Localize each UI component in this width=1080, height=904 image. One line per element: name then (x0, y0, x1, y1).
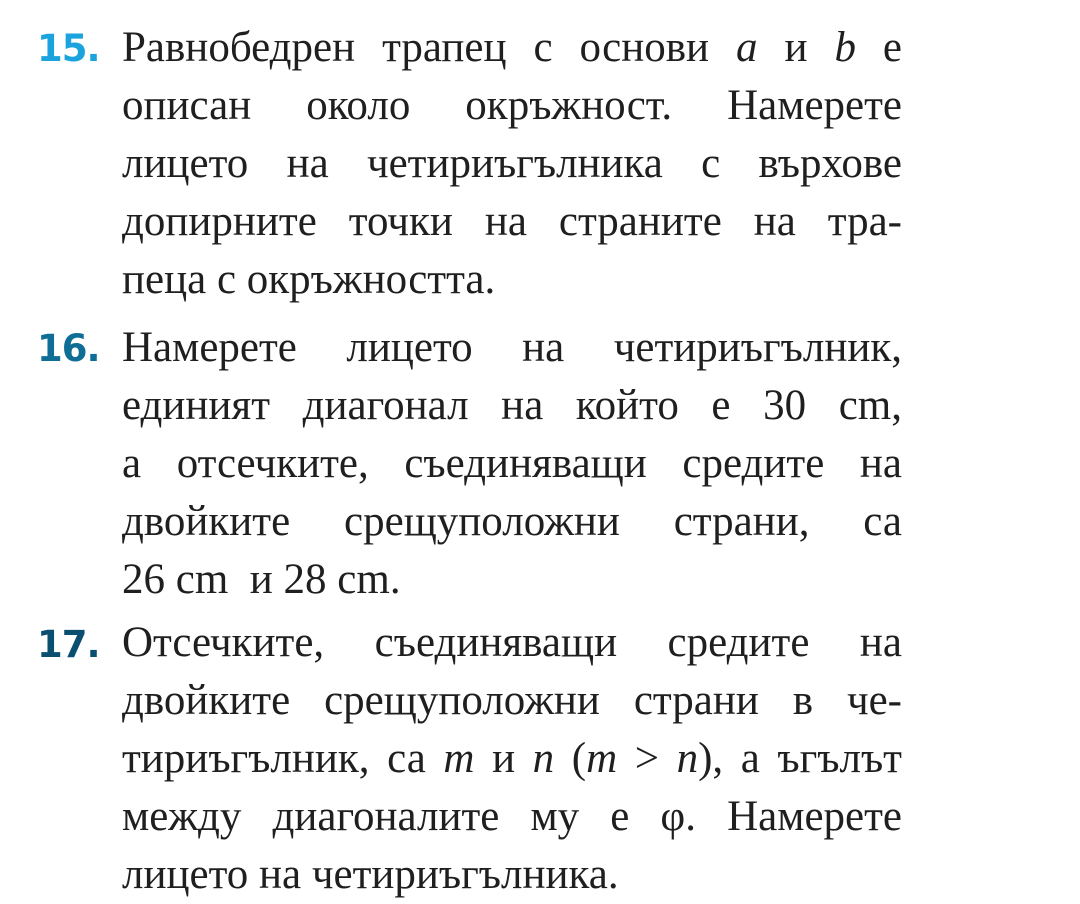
problem-number: 15. (37, 27, 100, 70)
variable-b: b (834, 24, 856, 71)
problem-text-line: единият диагонал на който е 30 cm, (122, 382, 902, 429)
variable-n: n (532, 735, 555, 782)
problem-text-line: 26 cm и 28 cm. (122, 556, 401, 603)
variable-n: n (676, 735, 699, 782)
problem-text-line: пеца с окръжността. (122, 256, 496, 303)
problem-text-line: описан около окръжност. Намерете (122, 82, 902, 129)
problem-number: 16. (37, 327, 100, 370)
problem-text-line: Отсечките, съединяващи средите на (122, 619, 902, 666)
problem-text-line: лицето на четириъгълника. (122, 851, 619, 898)
problem-number: 17. (37, 623, 100, 666)
problem-text-line: двойките срещуположни страни, са (122, 498, 902, 545)
variable-a: a (736, 24, 758, 71)
problem-text-line: Намерете лицето на четириъгълник, (122, 324, 902, 371)
problem-text-line: Равнобедрен трапец с основи a и b е (122, 24, 903, 71)
problem-text-line: тириъгълник, са m и n (m > n), а ъгълът (122, 735, 902, 782)
variable-m: m (443, 735, 475, 782)
variable-m: m (586, 735, 618, 782)
problem-text-line: допирните точки на страните на тра- (122, 198, 902, 245)
problem-text-line: двойките срещуположни страни в че- (122, 677, 902, 724)
problem-text-line: а отсечките, съединяващи средите на (122, 440, 902, 487)
problem-text-line: между диагоналите му е φ. Намерете (122, 793, 902, 840)
problem-text-line: лицето на четириъгълника с върхове (122, 140, 902, 187)
